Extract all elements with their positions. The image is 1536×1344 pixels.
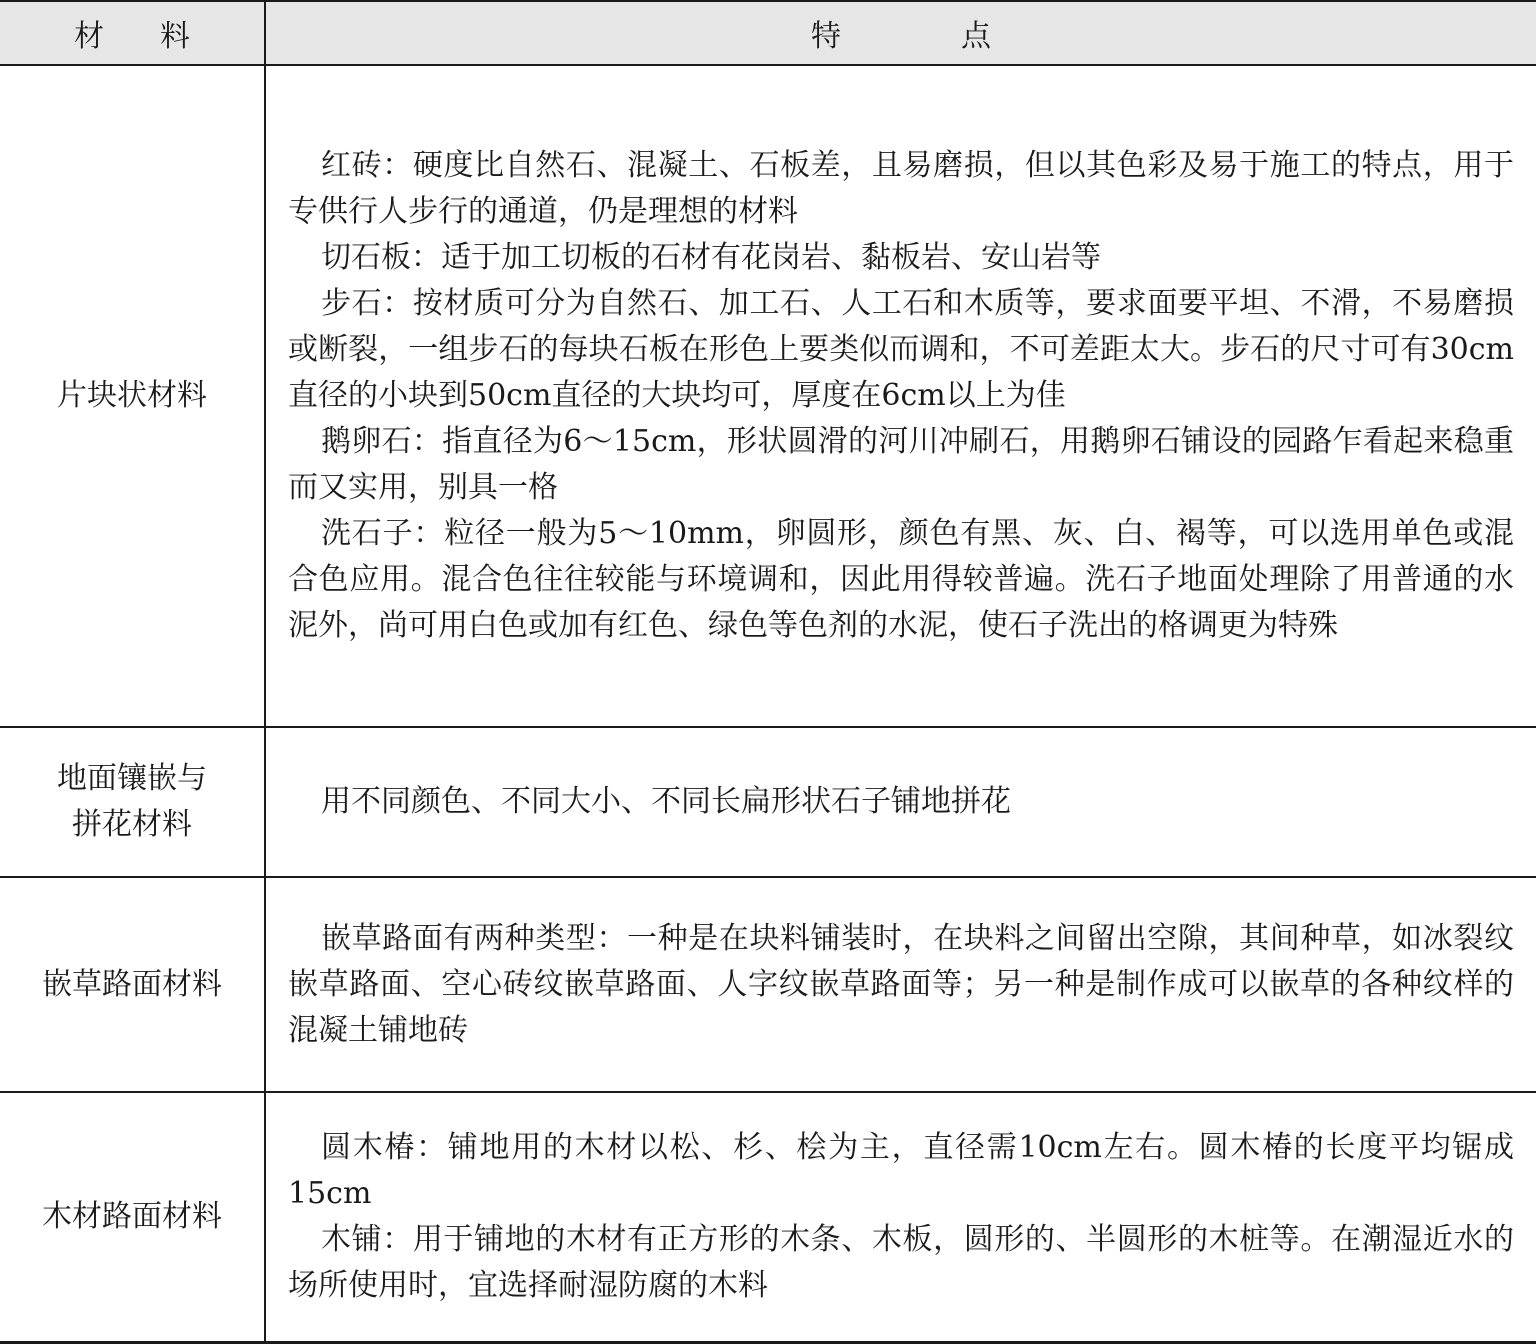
header-material-char: 料 [160, 19, 190, 54]
table-header-row [0, 1, 1536, 65]
material-name-line: 拼花材料 [72, 807, 192, 842]
material-name: 片块状材料 [57, 378, 207, 413]
material-cell [0, 1092, 265, 1342]
feature-paragraph: 用不同颜色、不同大小、不同长扁形状石子铺地拼花 [321, 784, 1011, 819]
material-cell [0, 65, 265, 727]
feature-cell [265, 1092, 1536, 1342]
feature-paragraph: 步石：按材质可分为自然石、加工石、人工石和木质等，要求面要平坦、不滑，不易磨损或断裂，一组步石的每块石板在形色上要类似而调和，不可差距太大。步石的尺寸可有30cm直径的小块到50cm直径的大块均可，厚度在6cm以上为佳 [288, 286, 1514, 413]
feature-paragraph: 红砖：硬度比自然石、混凝土、石板差，且易磨损，但以其色彩及易于施工的特点，用于专供行人步行的通道，仍是理想的材料 [288, 148, 1514, 229]
feature-paragraph: 切石板：适于加工切板的石材有花岗岩、黏板岩、安山岩等 [321, 240, 1101, 275]
material-name-line: 地面镶嵌与 [57, 761, 207, 796]
material-cell [0, 727, 265, 877]
header-feature-char: 点 [961, 19, 991, 54]
feature-cell [265, 65, 1536, 727]
feature-cell [265, 727, 1536, 877]
header-material [0, 1, 265, 65]
feature-paragraph: 嵌草路面有两种类型：一种是在块料铺装时，在块料之间留出空隙，其间种草，如冰裂纹嵌草路面、空心砖纹嵌草路面、人字纹嵌草路面等；另一种是制作成可以嵌草的各种纹样的混凝土铺地砖 [288, 920, 1514, 1048]
feature-paragraph: 洗石子：粒径一般为5～10mm，卵圆形，颜色有黑、灰、白、褐等，可以选用单色或混合色应用。混合色往往较能与环境调和，因此用得较普遍。洗石子地面处理除了用普通的水泥外，尚可用白色或加有红色、绿色等色剂的水泥，使石子洗出的格调更为特殊 [288, 516, 1514, 643]
feature-paragraph: 木铺：用于铺地的木材有正方形的木条、木板，圆形的、半圆形的木桩等。在潮湿近水的场所使用时，宜选择耐湿防腐的木料 [288, 1221, 1514, 1303]
table-row [0, 1092, 1536, 1342]
header-feature [265, 1, 1536, 65]
material-name: 嵌草路面材料 [42, 966, 222, 1002]
feature-paragraph: 鹅卵石：指直径为6～15cm，形状圆滑的河川冲刷石，用鹅卵石铺设的园路乍看起来稳重而又实用，别具一格 [288, 424, 1514, 505]
feature-paragraph: 圆木椿：铺地用的木材以松、杉、桧为主，直径需10cm左右。圆木椿的长度平均锯成15cm [288, 1129, 1514, 1211]
table-row [0, 877, 1536, 1092]
feature-cell [265, 877, 1536, 1092]
material-cell [0, 877, 265, 1092]
table-row [0, 65, 1536, 727]
header-material-char: 材 [74, 19, 104, 54]
header-feature-char: 特 [811, 19, 841, 54]
table-row [0, 727, 1536, 877]
material-name: 木材路面材料 [42, 1198, 222, 1234]
